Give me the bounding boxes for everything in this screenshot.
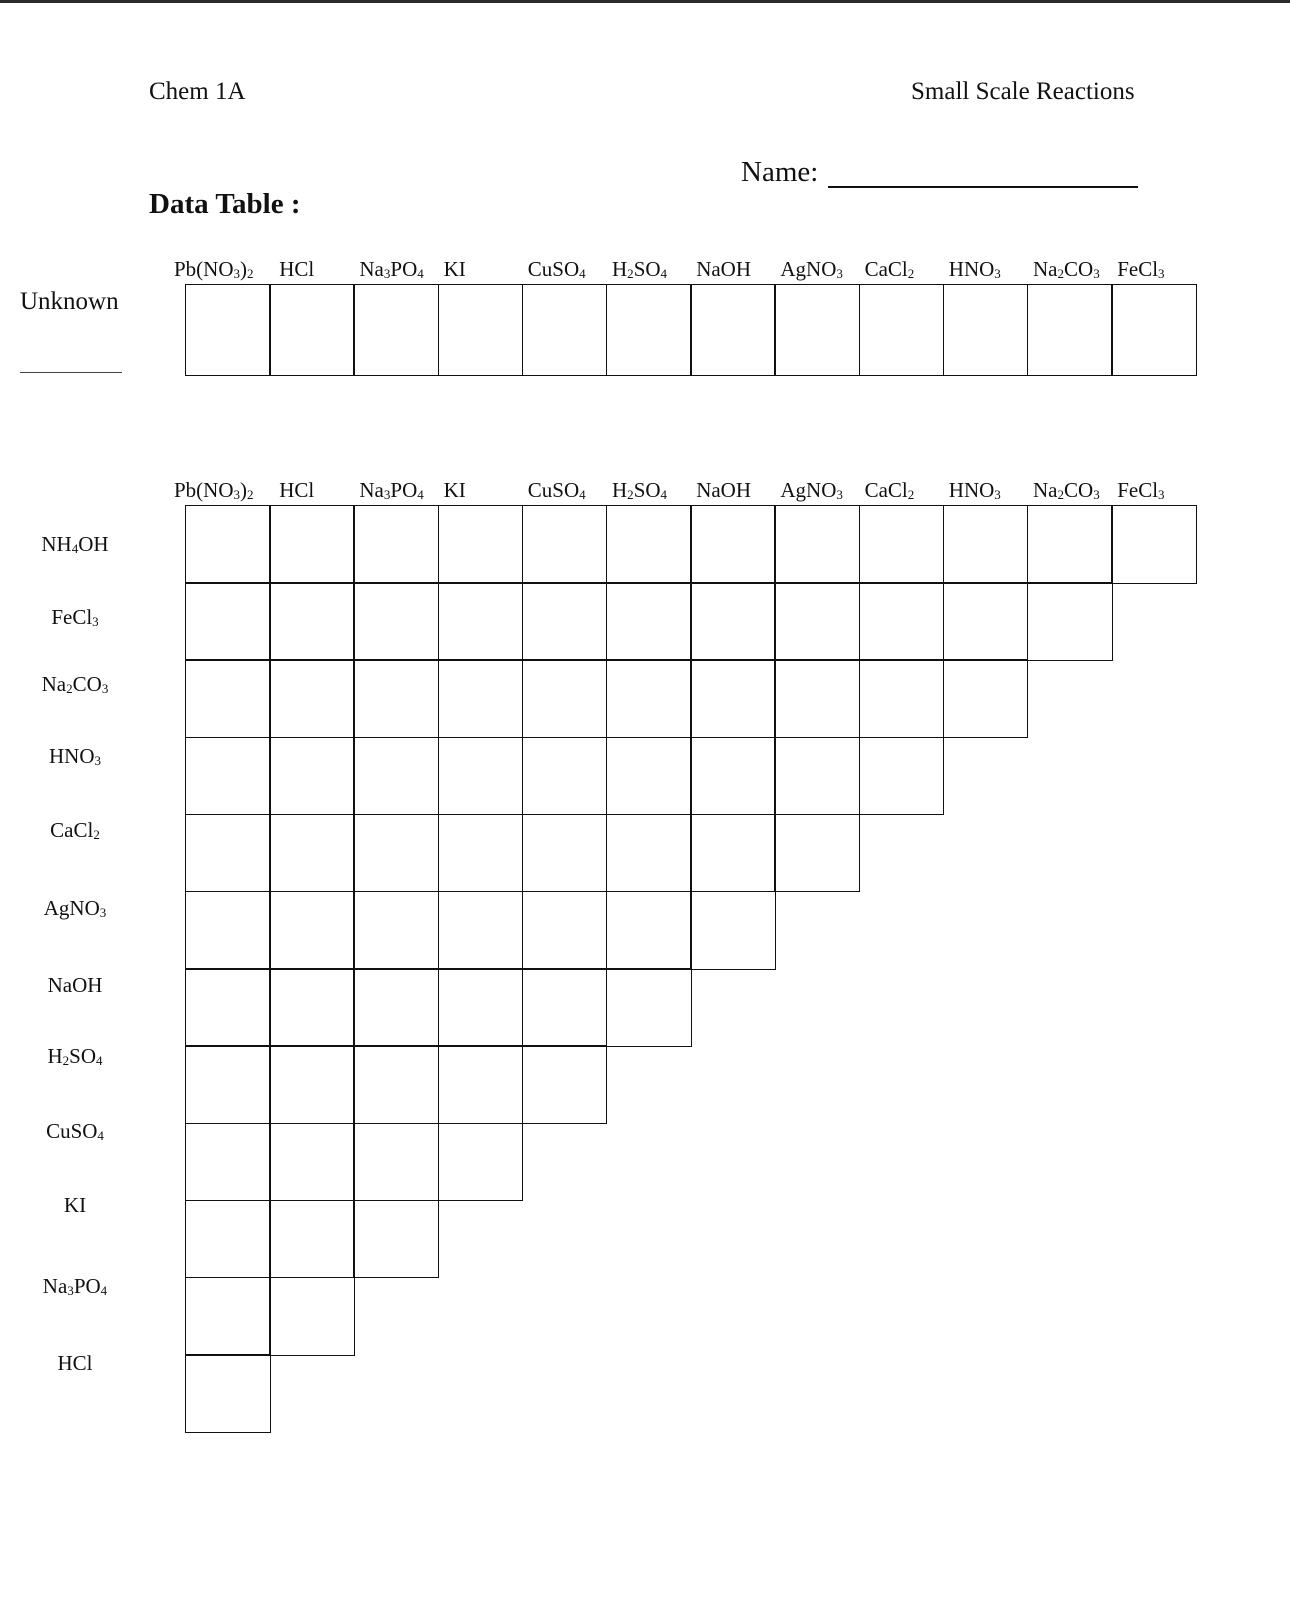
reaction-cell-nh4oh-pb-no3-2[interactable] <box>185 505 271 584</box>
unknown-col-header-cuso4: CuSO$_4$ <box>527 257 586 281</box>
matrix-col-header-hno3: $HNO_3$ <box>948 478 1001 502</box>
reaction-cell-nh4oh-fecl3[interactable] <box>1111 505 1197 584</box>
matrix-col-header-ki: KI <box>443 478 466 502</box>
reaction-cell-fecl3-hno3[interactable] <box>943 582 1029 661</box>
matrix-row-header-hcl: HCl <box>57 1350 93 1375</box>
unknown-col-header-na3po4: $Na_3PO_4$ <box>359 257 424 281</box>
reaction-cell-agno3-cuso4[interactable] <box>522 891 608 970</box>
reaction-cell-h2so4-ki[interactable] <box>438 1045 524 1124</box>
reaction-cell-na2co3-cacl2[interactable] <box>859 659 945 738</box>
matrix-col-header-agno3: AgNO$_3$ <box>780 478 843 502</box>
unknown-cell-na2co3[interactable] <box>1027 284 1113 376</box>
reaction-cell-na2co3-hno3[interactable] <box>943 659 1029 738</box>
unknown-blank-line[interactable] <box>20 372 122 373</box>
reaction-cell-cacl2-agno3[interactable] <box>774 814 860 893</box>
reaction-cell-hno3-ki[interactable] <box>438 737 524 816</box>
matrix-col-header-naoh: NaOH <box>696 478 752 502</box>
reaction-cell-agno3-hcl[interactable] <box>269 891 355 970</box>
reaction-cell-agno3-h2so4[interactable] <box>606 891 692 970</box>
matrix-col-header-pb-no3-2: $Pb(NO_3)_2$ <box>174 478 254 502</box>
reaction-cell-cacl2-pb-no3-2[interactable] <box>185 814 271 893</box>
reaction-cell-naoh-ki[interactable] <box>438 968 524 1047</box>
matrix-col-header-cuso4: CuSO$_4$ <box>527 478 586 502</box>
reaction-cell-nh4oh-na2co3[interactable] <box>1027 505 1113 584</box>
reaction-cell-nh4oh-cacl2[interactable] <box>859 505 945 584</box>
reaction-cell-fecl3-cacl2[interactable] <box>859 582 945 661</box>
matrix-row-header-hno3: $HNO_3$ <box>48 744 101 769</box>
reaction-cell-agno3-na3po4[interactable] <box>353 891 439 970</box>
reaction-cell-fecl3-na3po4[interactable] <box>353 582 439 661</box>
reaction-cell-naoh-cuso4[interactable] <box>522 968 608 1047</box>
matrix-row-header-cuso4: CuSO$_4$ <box>46 1119 104 1144</box>
reaction-cell-hno3-naoh[interactable] <box>690 737 776 816</box>
reaction-cell-ki-na3po4[interactable] <box>353 1200 439 1279</box>
reaction-cell-na3po4-hcl[interactable] <box>269 1277 355 1356</box>
reaction-cell-naoh-na3po4[interactable] <box>353 968 439 1047</box>
reaction-cell-na2co3-h2so4[interactable] <box>606 659 692 738</box>
reaction-cell-ki-pb-no3-2[interactable] <box>185 1200 271 1279</box>
matrix-row-header-fecl3: FeCl$_3$ <box>51 604 99 629</box>
matrix-row-header-na3po4: $Na_3PO_4$ <box>42 1273 108 1298</box>
unknown-cell-hcl[interactable] <box>269 284 355 376</box>
reaction-cell-naoh-hcl[interactable] <box>269 968 355 1047</box>
matrix-row-header-cacl2: CaCl$_2$ <box>50 818 100 843</box>
reaction-cell-cuso4-ki[interactable] <box>438 1123 524 1202</box>
reaction-cell-na2co3-hcl[interactable] <box>269 659 355 738</box>
reaction-cell-cacl2-hcl[interactable] <box>269 814 355 893</box>
name-label: Name: <box>741 156 819 188</box>
matrix-row-header-ki: KI <box>63 1193 87 1218</box>
reaction-cell-cacl2-cuso4[interactable] <box>522 814 608 893</box>
reaction-cell-nh4oh-cuso4[interactable] <box>522 505 608 584</box>
unknown-cell-ki[interactable] <box>438 284 524 376</box>
reaction-cell-fecl3-naoh[interactable] <box>690 582 776 661</box>
reaction-cell-hno3-h2so4[interactable] <box>606 737 692 816</box>
reaction-cell-na2co3-ki[interactable] <box>438 659 524 738</box>
unknown-col-header-hcl: HCl <box>279 257 315 281</box>
unknown-cell-cuso4[interactable] <box>522 284 608 376</box>
reaction-cell-na2co3-pb-no3-2[interactable] <box>185 659 271 738</box>
reaction-cell-fecl3-agno3[interactable] <box>774 582 860 661</box>
matrix-row-header-nh4oh: $NH_4OH$ <box>41 531 109 556</box>
course-title: Chem 1A <box>149 78 246 105</box>
reaction-cell-cacl2-na3po4[interactable] <box>353 814 439 893</box>
reaction-cell-na2co3-agno3[interactable] <box>774 659 860 738</box>
reaction-cell-fecl3-h2so4[interactable] <box>606 582 692 661</box>
top-border <box>0 0 1290 3</box>
reaction-cell-h2so4-pb-no3-2[interactable] <box>185 1045 271 1124</box>
reaction-cell-h2so4-hcl[interactable] <box>269 1045 355 1124</box>
unknown-cell-pb-no3-2[interactable] <box>185 284 271 376</box>
reaction-cell-nh4oh-naoh[interactable] <box>690 505 776 584</box>
reaction-cell-agno3-pb-no3-2[interactable] <box>185 891 271 970</box>
matrix-col-header-cacl2: CaCl$_2$ <box>864 478 915 502</box>
reaction-cell-nh4oh-hcl[interactable] <box>269 505 355 584</box>
reaction-cell-na3po4-pb-no3-2[interactable] <box>185 1277 271 1356</box>
unknown-col-header-cacl2: CaCl$_2$ <box>864 257 915 281</box>
matrix-row-header-naoh: NaOH <box>47 972 103 997</box>
reaction-cell-hno3-agno3[interactable] <box>774 737 860 816</box>
reaction-cell-cacl2-ki[interactable] <box>438 814 524 893</box>
matrix-col-header-na3po4: $Na_3PO_4$ <box>359 478 424 502</box>
reaction-cell-fecl3-ki[interactable] <box>438 582 524 661</box>
reaction-cell-cacl2-naoh[interactable] <box>690 814 776 893</box>
unknown-col-header-ki: KI <box>443 257 466 281</box>
unknown-cell-na3po4[interactable] <box>353 284 439 376</box>
lab-title: Small Scale Reactions <box>911 78 1135 105</box>
unknown-col-header-fecl3: FeCl$_3$ <box>1117 257 1165 281</box>
reaction-cell-hno3-pb-no3-2[interactable] <box>185 737 271 816</box>
matrix-col-header-na2co3: $Na_2CO_3$ <box>1033 478 1100 502</box>
unknown-col-header-pb-no3-2: $Pb(NO_3)_2$ <box>174 257 254 281</box>
reaction-cell-nh4oh-na3po4[interactable] <box>353 505 439 584</box>
matrix-row-header-h2so4: $H_2SO_4$ <box>47 1044 103 1068</box>
unknown-col-header-hno3: $HNO_3$ <box>948 257 1001 281</box>
unknown-col-header-h2so4: $H_2SO_4$ <box>612 257 668 281</box>
matrix-col-header-h2so4: $H_2SO_4$ <box>612 478 668 502</box>
reaction-cell-na2co3-naoh[interactable] <box>690 659 776 738</box>
reaction-cell-fecl3-na2co3[interactable] <box>1027 582 1113 661</box>
reaction-cell-agno3-ki[interactable] <box>438 891 524 970</box>
unknown-cell-agno3[interactable] <box>774 284 860 376</box>
matrix-row-header-na2co3: $Na_2CO_3$ <box>41 672 109 696</box>
reaction-cell-hno3-na3po4[interactable] <box>353 737 439 816</box>
reaction-cell-naoh-pb-no3-2[interactable] <box>185 968 271 1047</box>
reaction-cell-cuso4-na3po4[interactable] <box>353 1123 439 1202</box>
reaction-cell-na2co3-cuso4[interactable] <box>522 659 608 738</box>
data-table-title: Data Table : <box>149 188 301 220</box>
reaction-cell-hno3-hcl[interactable] <box>269 737 355 816</box>
reaction-cell-fecl3-cuso4[interactable] <box>522 582 608 661</box>
reaction-cell-nh4oh-ki[interactable] <box>438 505 524 584</box>
matrix-col-header-fecl3: FeCl$_3$ <box>1117 478 1165 502</box>
reaction-cell-na2co3-na3po4[interactable] <box>353 659 439 738</box>
unknown-cell-h2so4[interactable] <box>606 284 692 376</box>
reaction-cell-nh4oh-agno3[interactable] <box>774 505 860 584</box>
reaction-cell-hno3-cacl2[interactable] <box>859 737 945 816</box>
reaction-cell-nh4oh-hno3[interactable] <box>943 505 1029 584</box>
reaction-cell-h2so4-cuso4[interactable] <box>522 1045 608 1124</box>
reaction-cell-cuso4-pb-no3-2[interactable] <box>185 1123 271 1202</box>
unknown-col-header-na2co3: $Na_2CO_3$ <box>1033 257 1100 281</box>
matrix-row-header-agno3: AgNO$_3$ <box>43 895 107 920</box>
unknown-col-header-naoh: NaOH <box>696 257 752 281</box>
reaction-cell-ki-hcl[interactable] <box>269 1200 355 1279</box>
reaction-cell-hno3-cuso4[interactable] <box>522 737 608 816</box>
reaction-cell-fecl3-pb-no3-2[interactable] <box>185 582 271 661</box>
unknown-cell-naoh[interactable] <box>690 284 776 376</box>
unknown-cell-hno3[interactable] <box>943 284 1029 376</box>
unknown-cell-fecl3[interactable] <box>1111 284 1197 376</box>
reaction-cell-hcl-pb-no3-2[interactable] <box>185 1354 271 1433</box>
unknown-cell-cacl2[interactable] <box>859 284 945 376</box>
reaction-cell-agno3-naoh[interactable] <box>690 891 776 970</box>
reaction-cell-naoh-h2so4[interactable] <box>606 968 692 1047</box>
reaction-cell-nh4oh-h2so4[interactable] <box>606 505 692 584</box>
reaction-cell-h2so4-na3po4[interactable] <box>353 1045 439 1124</box>
reaction-cell-cuso4-hcl[interactable] <box>269 1123 355 1202</box>
name-blank-line[interactable] <box>828 186 1138 188</box>
unknown-label: Unknown <box>20 288 119 315</box>
unknown-col-header-agno3: AgNO$_3$ <box>780 257 843 281</box>
matrix-col-header-hcl: HCl <box>279 478 315 502</box>
reaction-cell-cacl2-h2so4[interactable] <box>606 814 692 893</box>
reaction-cell-fecl3-hcl[interactable] <box>269 582 355 661</box>
